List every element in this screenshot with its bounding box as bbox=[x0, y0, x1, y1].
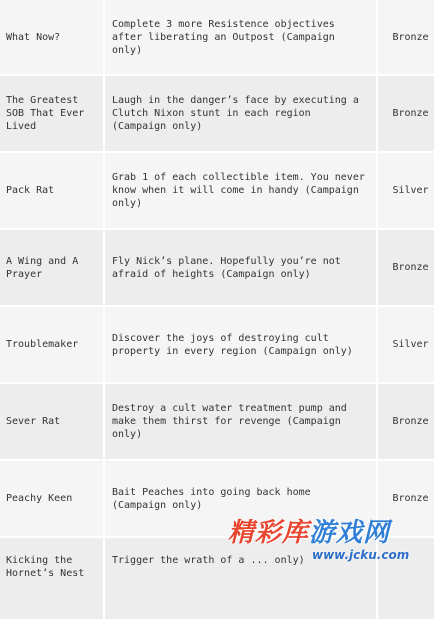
table-row bbox=[0, 461, 434, 538]
trophy-name: Peachy Keen bbox=[0, 461, 105, 538]
trophy-description: Trigger the wrath of a ... only) bbox=[105, 538, 378, 621]
trophy-description: Complete 3 more Resistence objectives after liberating an Outpost (Campaign only) bbox=[105, 0, 378, 76]
trophy-name: Kicking the Hornet’s Nest bbox=[0, 538, 105, 621]
table-row bbox=[0, 538, 434, 621]
trophy-name: Pack Rat bbox=[0, 153, 105, 230]
trophy-grade: Bronze bbox=[378, 384, 434, 461]
watermark-title-right: 游戏网 bbox=[309, 518, 391, 548]
trophy-grade: Bronze bbox=[378, 461, 434, 538]
trophy-description: Grab 1 of each collectible item. You never know when it will come in handy (Campaign only) bbox=[105, 153, 378, 230]
trophy-description: Discover the joys of destroying cult property in every region (Campaign only) bbox=[105, 307, 378, 384]
trophy-grade: Silver bbox=[378, 153, 434, 230]
trophy-name: Sever Rat bbox=[0, 384, 105, 461]
trophy-description: Destroy a cult water treatment pump and make them thirst for revenge (Campaign only) bbox=[105, 384, 378, 461]
watermark-title-left: 精彩库 bbox=[228, 518, 310, 548]
trophy-grade: Bronze bbox=[378, 230, 434, 307]
trophy-name: The Greatest SOB That Ever Lived bbox=[0, 76, 105, 153]
trophy-description: Bait Peaches into going back home (Campaign only) bbox=[105, 461, 378, 538]
trophy-grade: Bronze bbox=[378, 0, 434, 76]
table-row bbox=[0, 76, 434, 153]
table-row bbox=[0, 384, 434, 461]
table-row bbox=[0, 0, 434, 76]
trophy-name: A Wing and A Prayer bbox=[0, 230, 105, 307]
trophy-grade: Bronze bbox=[378, 76, 434, 153]
watermark-url: www.jcku.com bbox=[312, 548, 410, 562]
table-row bbox=[0, 307, 434, 384]
table-row bbox=[0, 230, 434, 307]
trophy-description: Laugh in the danger’s face by executing a Clutch Nixon stunt in each region (Campaign only) bbox=[105, 76, 378, 153]
trophy-name: What Now? bbox=[0, 0, 105, 76]
trophy-grade: Silver bbox=[378, 307, 434, 384]
trophy-grade bbox=[378, 538, 434, 621]
trophy-description: Fly Nick’s plane. Hopefully you’re not afraid of heights (Campaign only) bbox=[105, 230, 378, 307]
table-row bbox=[0, 153, 434, 230]
trophy-name: Troublemaker bbox=[0, 307, 105, 384]
